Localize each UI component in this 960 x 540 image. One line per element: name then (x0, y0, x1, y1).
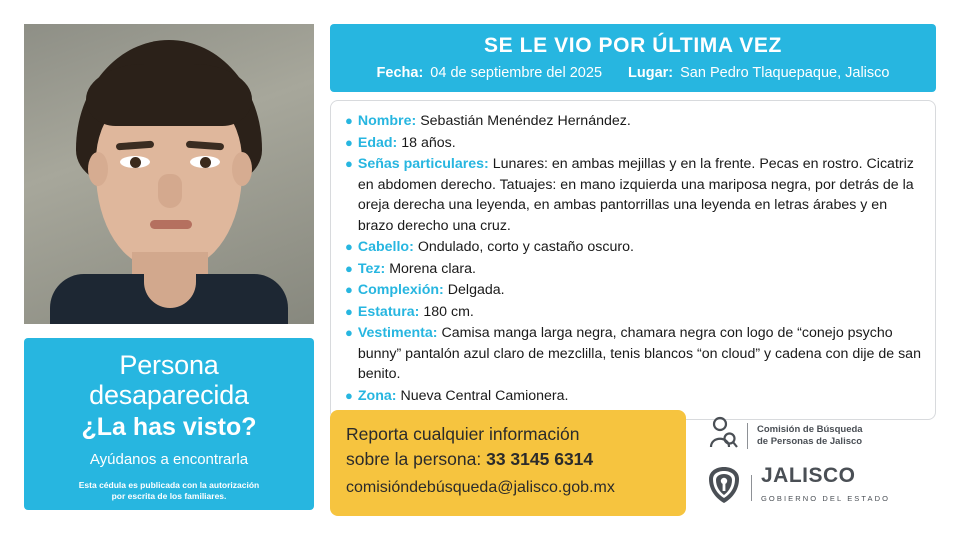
detail-value: Nueva Central Camionera. (400, 387, 569, 404)
logo-divider (747, 423, 748, 449)
commission-line2: de Personas de Jalisco (757, 435, 863, 447)
place-value: San Pedro Tlaquepaque, Jalisco (680, 65, 890, 81)
state-subtitle: GOBIERNO DEL ESTADO (761, 494, 891, 503)
logo-area (698, 410, 936, 516)
detail-row (345, 386, 921, 407)
last-seen-header (330, 24, 936, 92)
state-name-text: JALISCO (761, 464, 856, 487)
detail-label: Estatura: (357, 303, 420, 320)
bullet-icon: ● (345, 134, 353, 150)
bullet-icon: ● (345, 156, 353, 171)
right-column (330, 24, 936, 420)
report-line1: Reporta cualquier información (346, 424, 580, 444)
detail-label: Zona: (357, 387, 397, 404)
detail-row (345, 154, 921, 236)
last-seen-subheader (338, 65, 928, 81)
portrait-mouth (150, 220, 192, 229)
detail-row (345, 111, 921, 132)
detail-label: Vestimenta: (357, 325, 438, 341)
missing-banner-question: ¿La has visto? (81, 413, 257, 441)
date-label: Fecha: (376, 65, 424, 81)
portrait-ear-right (232, 152, 252, 186)
bullet-icon: ● (345, 325, 353, 340)
detail-value: Ondulado, corto y castaño oscuro. (417, 239, 634, 255)
person-details-card (330, 100, 936, 420)
bullet-icon: ● (345, 387, 353, 403)
detail-row (345, 259, 921, 280)
fineprint-line2: por escrita de los familiares. (111, 491, 227, 501)
report-line2 (346, 447, 670, 472)
detail-label: Señas particulares: (357, 156, 489, 172)
left-column (24, 24, 314, 510)
detail-value: Sebastián Menéndez Hernández. (420, 113, 631, 129)
detail-label: Cabello: (357, 239, 414, 255)
detail-value: Lunares: en ambas mejillas y en la frente. Pecas en rostro. Cicatriz en abdomen derecho. Tatuajes: en mano izquierda una mariposa negra, por detrás de la oreja derecha una leyenda, en ambas pantorrillas una leyenda en letras árabes y en brazo derecho una cruz. (357, 156, 914, 234)
commission-logo (706, 416, 936, 455)
bullet-icon: ● (345, 303, 353, 319)
portrait-eye-right (190, 156, 220, 168)
portrait-fringe (86, 64, 252, 126)
detail-label: Tez: (357, 260, 386, 277)
detail-row (345, 237, 921, 258)
report-line2-prefix: sobre la persona: (346, 449, 487, 469)
detail-value: 180 cm. (423, 303, 474, 320)
detail-value: Camisa manga larga negra, chamara negra con logo de “conejo psycho bunny” pantalón azul claro de mezclilla, tenis blancos “on cloud” y cadena con dije de san benito. (357, 325, 921, 382)
portrait-nose (158, 174, 182, 208)
place-label: Lugar: (628, 65, 674, 81)
bullet-icon: ● (345, 260, 353, 276)
detail-value: 18 años. (401, 134, 456, 151)
missing-person-banner (24, 338, 314, 510)
detail-label: Nombre: (357, 113, 417, 129)
detail-value: Morena clara. (389, 260, 476, 277)
report-email[interactable]: comisióndebúsqueda@jalisco.gob.mx (346, 479, 615, 496)
report-phone[interactable]: 33 3145 6314 (486, 449, 594, 469)
logo-divider (751, 475, 752, 501)
commission-line1: Comisión de Búsqueda (757, 423, 863, 435)
missing-banner-fineprint (36, 480, 302, 502)
detail-label: Edad: (357, 134, 398, 151)
bullet-icon: ● (345, 239, 353, 254)
missing-banner-help: Ayúdanos a encontrarla (89, 451, 249, 468)
detail-value: Delgada. (447, 282, 505, 298)
person-search-icon (706, 416, 738, 455)
jalisco-government-logo (706, 465, 936, 510)
commission-name (757, 424, 863, 448)
state-name (761, 465, 890, 510)
page-title: SE LE VIO POR ÚLTIMA VEZ (484, 34, 782, 57)
bottom-row (330, 410, 936, 516)
detail-row (345, 133, 921, 154)
date-value: 04 de septiembre del 2025 (430, 65, 603, 81)
jalisco-coat-of-arms-icon (706, 465, 742, 510)
bullet-icon: ● (345, 113, 353, 128)
missing-banner-line1: Persona (119, 350, 219, 380)
missing-banner-line2: desaparecida (89, 380, 249, 410)
detail-row (345, 280, 921, 301)
detail-label: Complexión: (357, 282, 444, 298)
fineprint-line1: Esta cédula es publicada con la autorización (78, 480, 260, 490)
detail-row (345, 302, 921, 323)
bullet-icon: ● (345, 282, 353, 297)
report-contact-card (330, 410, 686, 516)
portrait-eye-left (120, 156, 150, 168)
detail-row (345, 323, 921, 385)
portrait-ear-left (88, 152, 108, 186)
person-photo (24, 24, 314, 324)
